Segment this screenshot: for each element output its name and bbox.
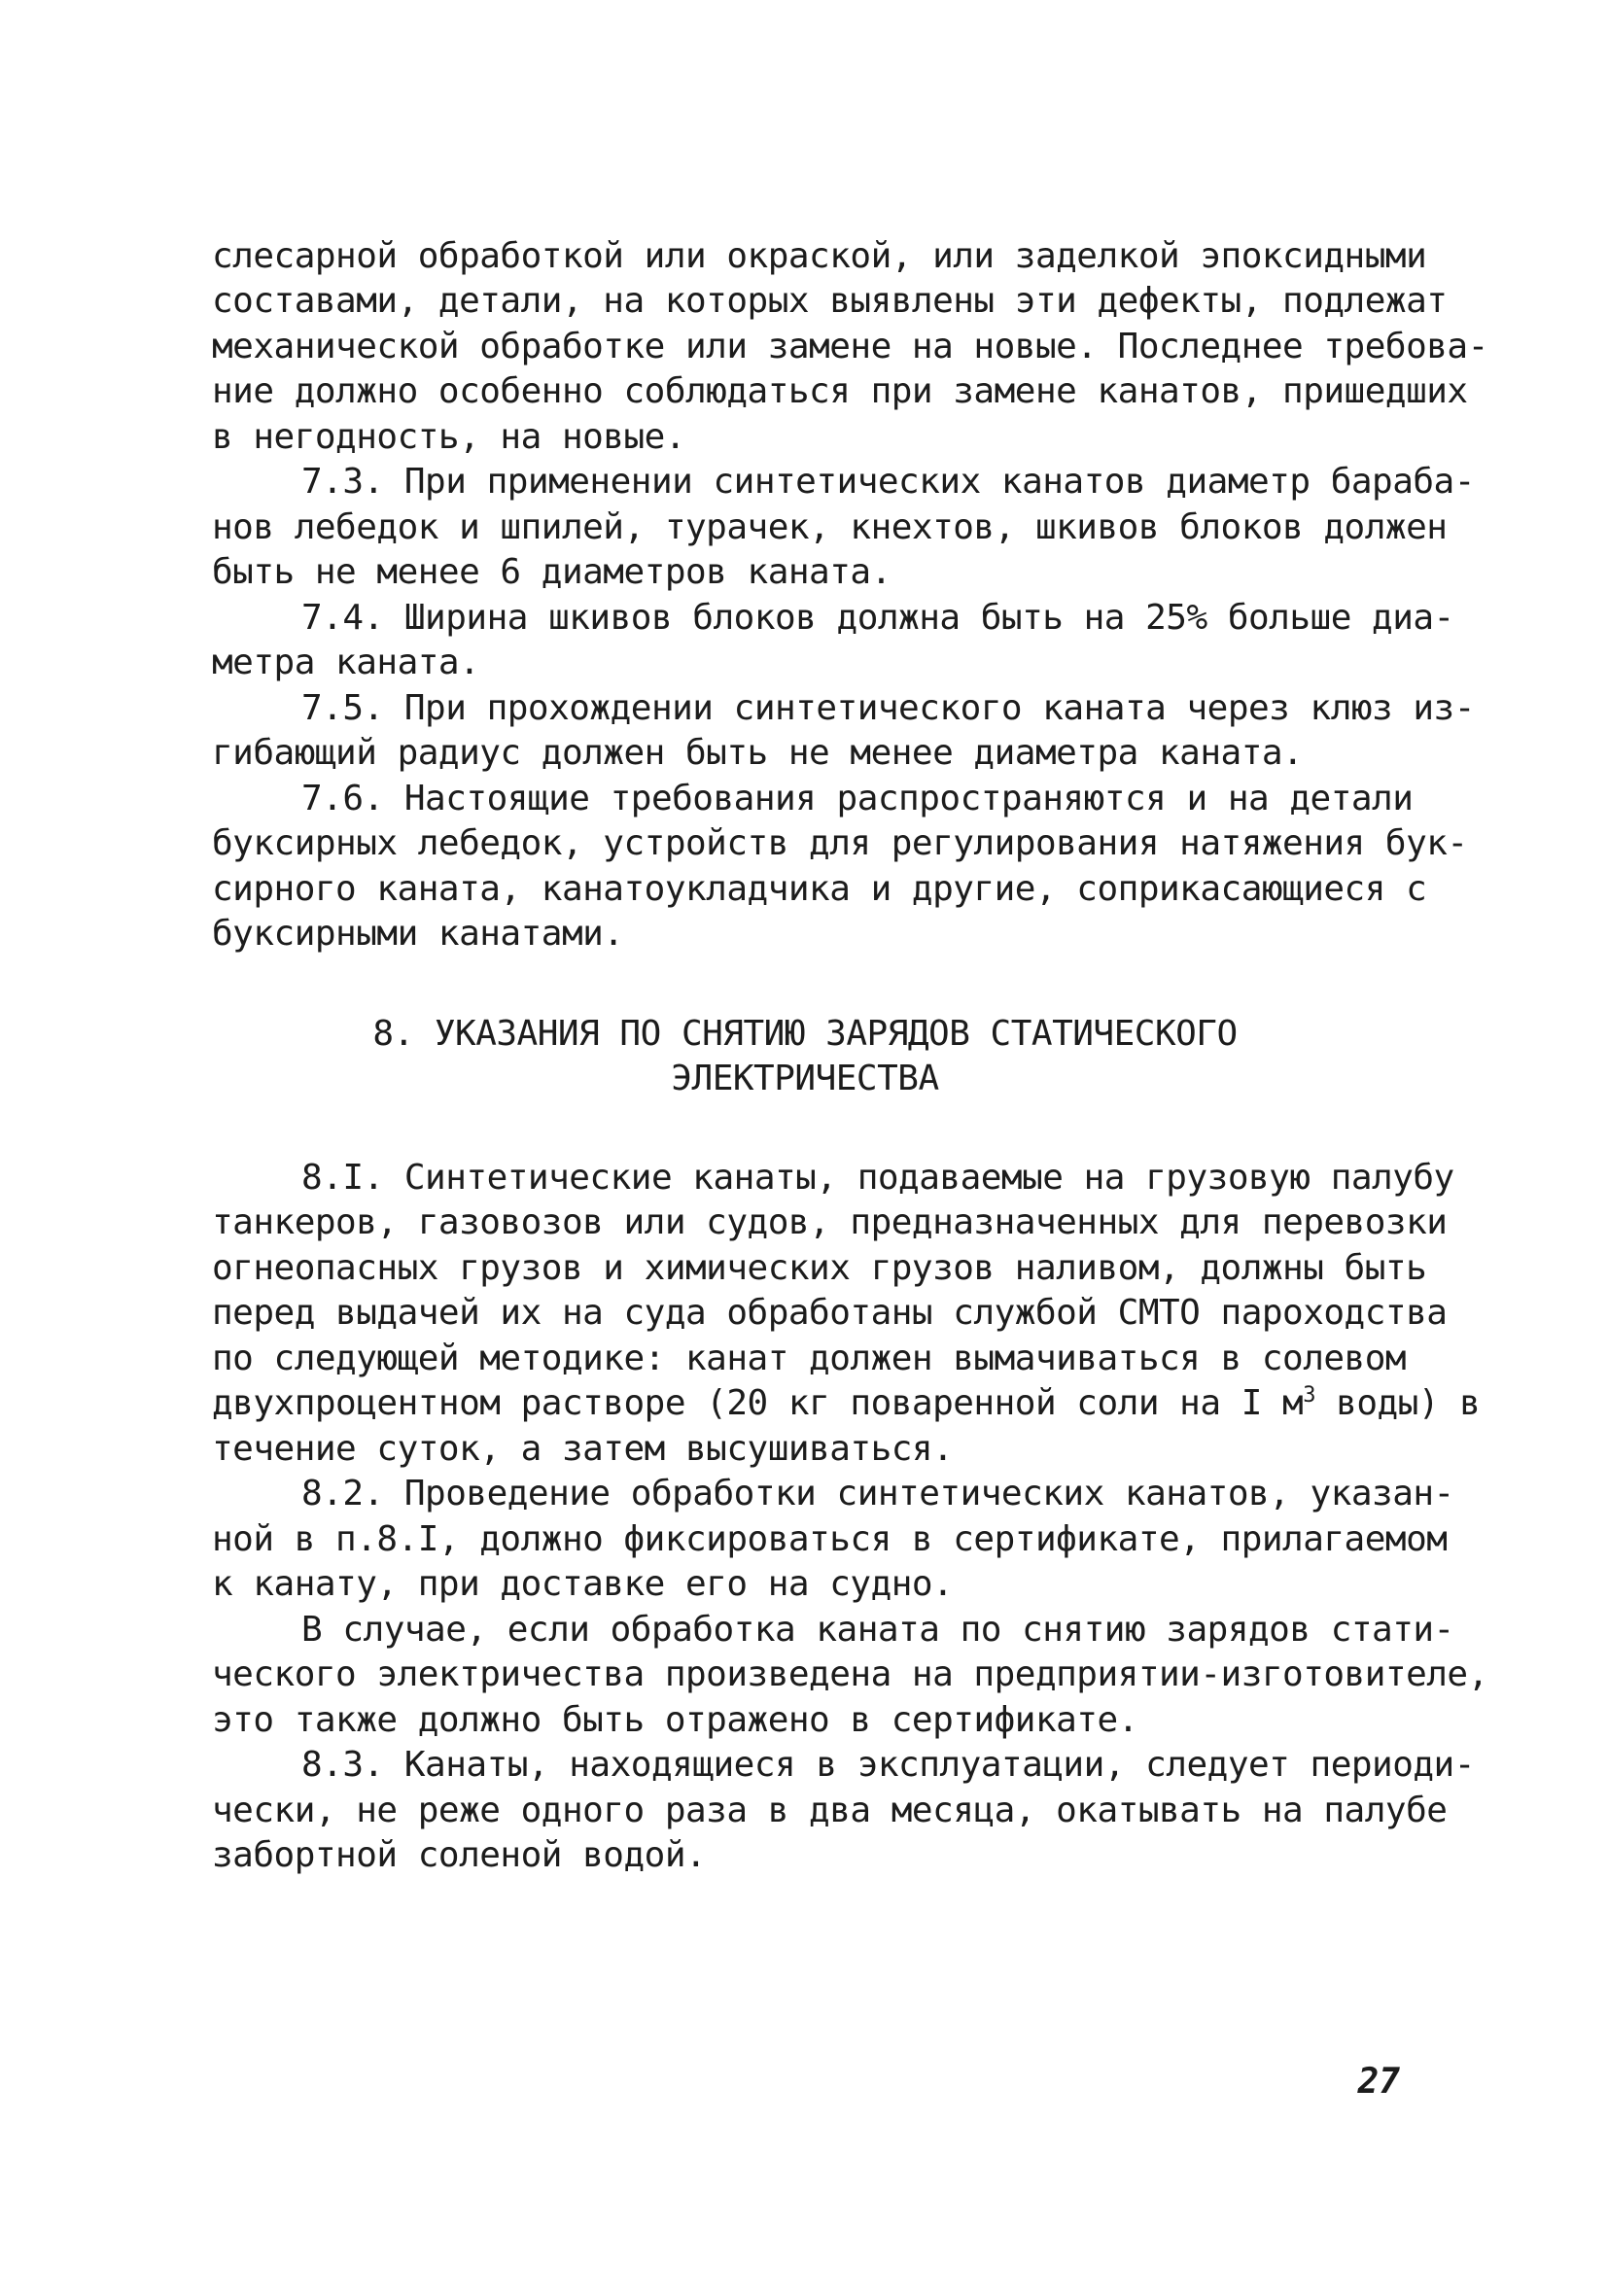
paragraph-7-4-line: метра каната.: [212, 643, 480, 682]
paragraph-7-3-line: нов лебедок и шпилей, турачек, кнехтов, шкивов блоков должен: [212, 507, 1448, 547]
text-line: составами, детали, на которых выявлены эти дефекты, подлежат: [212, 281, 1448, 321]
paragraph-8-1-formula-line: [212, 1380, 1481, 1427]
paragraph-7-5-line: гибающий радиус должен быть не менее диаметра каната.: [212, 733, 1304, 773]
text-line: слесарной обработкой или окраской, или заделкой эпоксидными: [212, 236, 1427, 276]
paragraph-7-3-line: 7.3. При применении синтетических канатов диаметр бараба-: [301, 462, 1475, 502]
paragraph-7-6-line: сирного каната, канатоукладчика и другие, соприкасающиеся с: [212, 869, 1427, 909]
paragraph-8-1-line: танкеров, газовозов или судов, предназначенных для перевозки: [212, 1202, 1448, 1242]
paragraph-8-1-line: течение суток, а затем высушиваться.: [212, 1429, 954, 1469]
paragraph-7-3-line: быть не менее 6 диаметров каната.: [212, 552, 891, 592]
text-line: ние должно особенно соблюдаться при замене канатов, пришедших: [212, 371, 1468, 411]
paragraph-7-6-line: буксирными канатами.: [212, 914, 624, 954]
paragraph-7-4-line: 7.4. Ширина шкивов блоков должна быть на 25% больше диа-: [301, 598, 1454, 638]
paragraph-note-line: ческого электричества произведена на предприятии-изготовителе,: [212, 1654, 1488, 1694]
paragraph-note-line: это также должно быть отражено в сертификате.: [212, 1700, 1138, 1740]
section-heading: 8. УКАЗАНИЯ ПО СНЯТИЮ ЗАРЯДОВ СТАТИЧЕСКОГО: [372, 1014, 1238, 1054]
paragraph-7-5-line: 7.5. При прохождении синтетического каната через клюз из-: [301, 688, 1475, 728]
paragraph-8-1-line: огнеопасных грузов и химических грузов наливом, должны быть: [212, 1248, 1427, 1288]
paragraph-8-3-line: чески, не реже одного раза в два месяца, окатывать на палубе: [212, 1791, 1448, 1830]
superscript: 3: [1303, 1383, 1315, 1408]
text-line: в негодность, на новые.: [212, 417, 685, 457]
formula-text: воды) в: [1314, 1383, 1481, 1423]
paragraph-8-2-line: к канату, при доставке его на судно.: [212, 1564, 954, 1604]
paragraph-8-2-line: ной в п.8.I, должно фиксироваться в сертификате, прилагаемом: [212, 1519, 1448, 1559]
formula-text: двухпроцентном растворе (20 кг поваренной соли на I м: [212, 1383, 1304, 1423]
paragraph-8-3-line: 8.3. Канаты, находящиеся в эксплуатации, следует периоди-: [301, 1745, 1475, 1785]
paragraph-8-1-line: 8.I. Синтетические канаты, подаваемые на грузовую палубу: [301, 1158, 1454, 1198]
paragraph-7-6-line: 7.6. Настоящие требования распространяются и на детали: [301, 779, 1414, 818]
text-line: механической обработке или замене на новые. Последнее требова-: [212, 327, 1488, 366]
paragraph-note-line: В случае, если обработка каната по снятию зарядов стати-: [301, 1610, 1454, 1650]
section-heading: ЭЛЕКТРИЧЕСТВА: [671, 1059, 939, 1098]
page-number: 27: [1357, 2062, 1400, 2102]
paragraph-8-1-line: перед выдачей их на суда обработаны службой СМТО пароходства: [212, 1293, 1448, 1333]
paragraph-8-1-line: по следующей методике: канат должен вымачиваться в солевом: [212, 1339, 1407, 1378]
paragraph-8-2-line: 8.2. Проведение обработки синтетических канатов, указан-: [301, 1474, 1454, 1513]
paragraph-7-6-line: буксирных лебедок, устройств для регулирования натяжения бук-: [212, 823, 1468, 863]
paragraph-8-3-line: забортной соленой водой.: [212, 1835, 707, 1875]
